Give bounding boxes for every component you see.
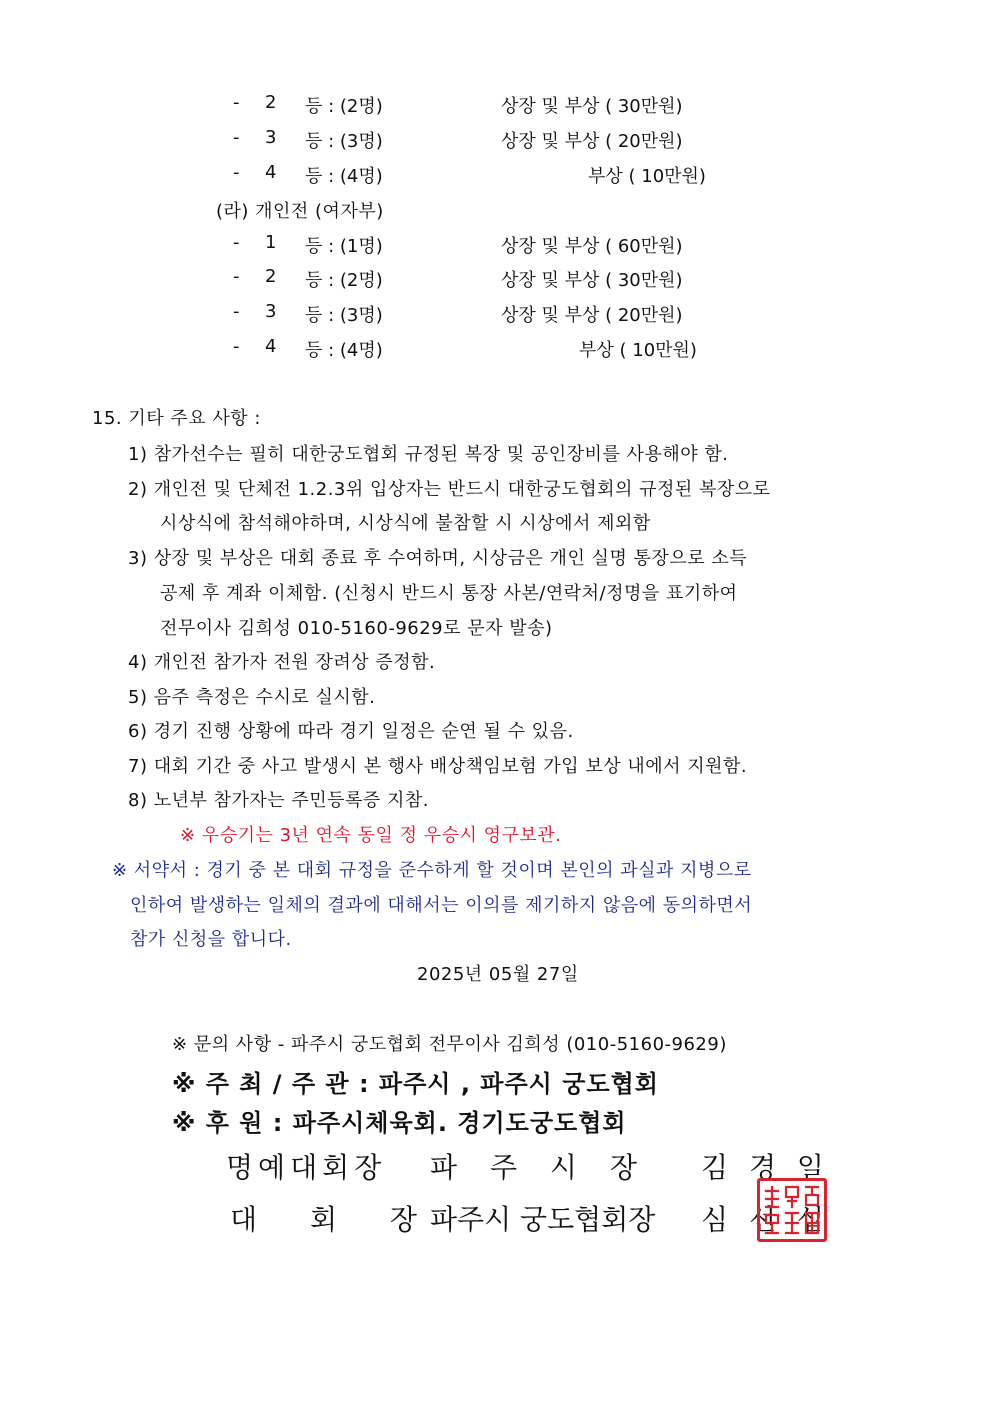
pledge-line: 인하여 발생하는 일체의 결과에 대해서는 이의를 제기하지 않음에 동의하면서 <box>130 895 753 916</box>
list-item-continuation: 전무이사 김희성 010-5160-9629로 문자 발송) <box>160 618 553 639</box>
list-item: 8) 노년부 참가자는 주민등록증 지참. <box>128 790 430 811</box>
award-row: - 3 등 : (3명) 상장 및 부상 ( 20만원) <box>233 301 683 326</box>
inquiry-contact: ※ 문의 사항 - 파주시 궁도협회 전무이사 김희성 (010-5160-9629) <box>172 1034 727 1055</box>
list-item: 5) 음주 측정은 수시로 실시함. <box>128 687 376 708</box>
sponsor: ※ 후 원 : 파주시체육회. 경기도궁도협회 <box>172 1109 627 1137</box>
signature-org: 파 주 시 장 <box>430 1151 649 1184</box>
section-15-title: 15. 기타 주요 사항 : <box>92 408 261 429</box>
list-item: 4) 개인전 참가자 전원 장려상 증정함. <box>128 652 436 673</box>
signature-role: 명예대회장 <box>226 1151 387 1184</box>
award-row: - 2 등 : (2명) 상장 및 부상 ( 30만원) <box>233 266 683 291</box>
document-date: 2025년 05월 27일 <box>417 964 579 985</box>
list-item: 1) 참가선수는 필히 대한궁도협회 규정된 복장 및 공인장비를 사용해야 함. <box>128 444 729 465</box>
list-item-continuation: 공제 후 계좌 이체함. (신청시 반드시 통장 사본/연락처/정명을 표기하여 <box>160 583 738 604</box>
list-item: 6) 경기 진행 상황에 따라 경기 일정은 순연 될 수 있음. <box>128 721 574 742</box>
award-row: - 2 등 : (2명) 상장 및 부상 ( 30만원) <box>233 92 683 117</box>
list-item: 3) 상장 및 부상은 대회 종료 후 수여하며, 시상금은 개인 실명 통장으로 소득 <box>128 548 748 569</box>
list-item-continuation: 시상식에 참석해야하며, 시상식에 불참할 시 시상에서 제외함 <box>160 513 651 534</box>
women-section-heading: (라) 개인전 (여자부) <box>216 201 384 222</box>
pledge-line: 참가 신청을 합니다. <box>130 929 292 950</box>
award-row: - 4 등 : (4명) 부상 ( 10만원) <box>233 162 706 187</box>
award-row: - 1 등 : (1명) 상장 및 부상 ( 60만원) <box>233 232 683 257</box>
award-row: - 4 등 : (4명) 부상 ( 10만원) <box>233 336 697 361</box>
award-row: - 3 등 : (3명) 상장 및 부상 ( 20만원) <box>233 127 683 152</box>
trophy-note: ※ 우승기는 3년 연속 동일 정 우승시 영구보관. <box>180 825 562 846</box>
pledge-line: ※ 서약서 : 경기 중 본 대회 규정을 준수하게 할 것이며 본인의 과실과 지병으로 <box>112 860 752 881</box>
signature-name: 김 경 일 <box>701 1151 830 1184</box>
list-item: 2) 개인전 및 단체전 1.2.3위 입상자는 반드시 대한궁도협회의 규정된 복장으로 <box>128 479 771 500</box>
seal-icon <box>760 1181 824 1239</box>
official-seal-stamp <box>757 1178 827 1242</box>
signature-role: 대 회 장 <box>230 1203 439 1236</box>
list-item: 7) 대회 기간 중 사고 발생시 본 행사 배상책임보험 가입 보상 내에서 지원함. <box>128 756 748 777</box>
signature-name: 심 선 섭 <box>701 1203 830 1236</box>
host-organizer: ※ 주 최 / 주 관 : 파주시 , 파주시 궁도협회 <box>172 1070 659 1098</box>
signature-org: 파주시 궁도협회장 <box>430 1203 656 1236</box>
